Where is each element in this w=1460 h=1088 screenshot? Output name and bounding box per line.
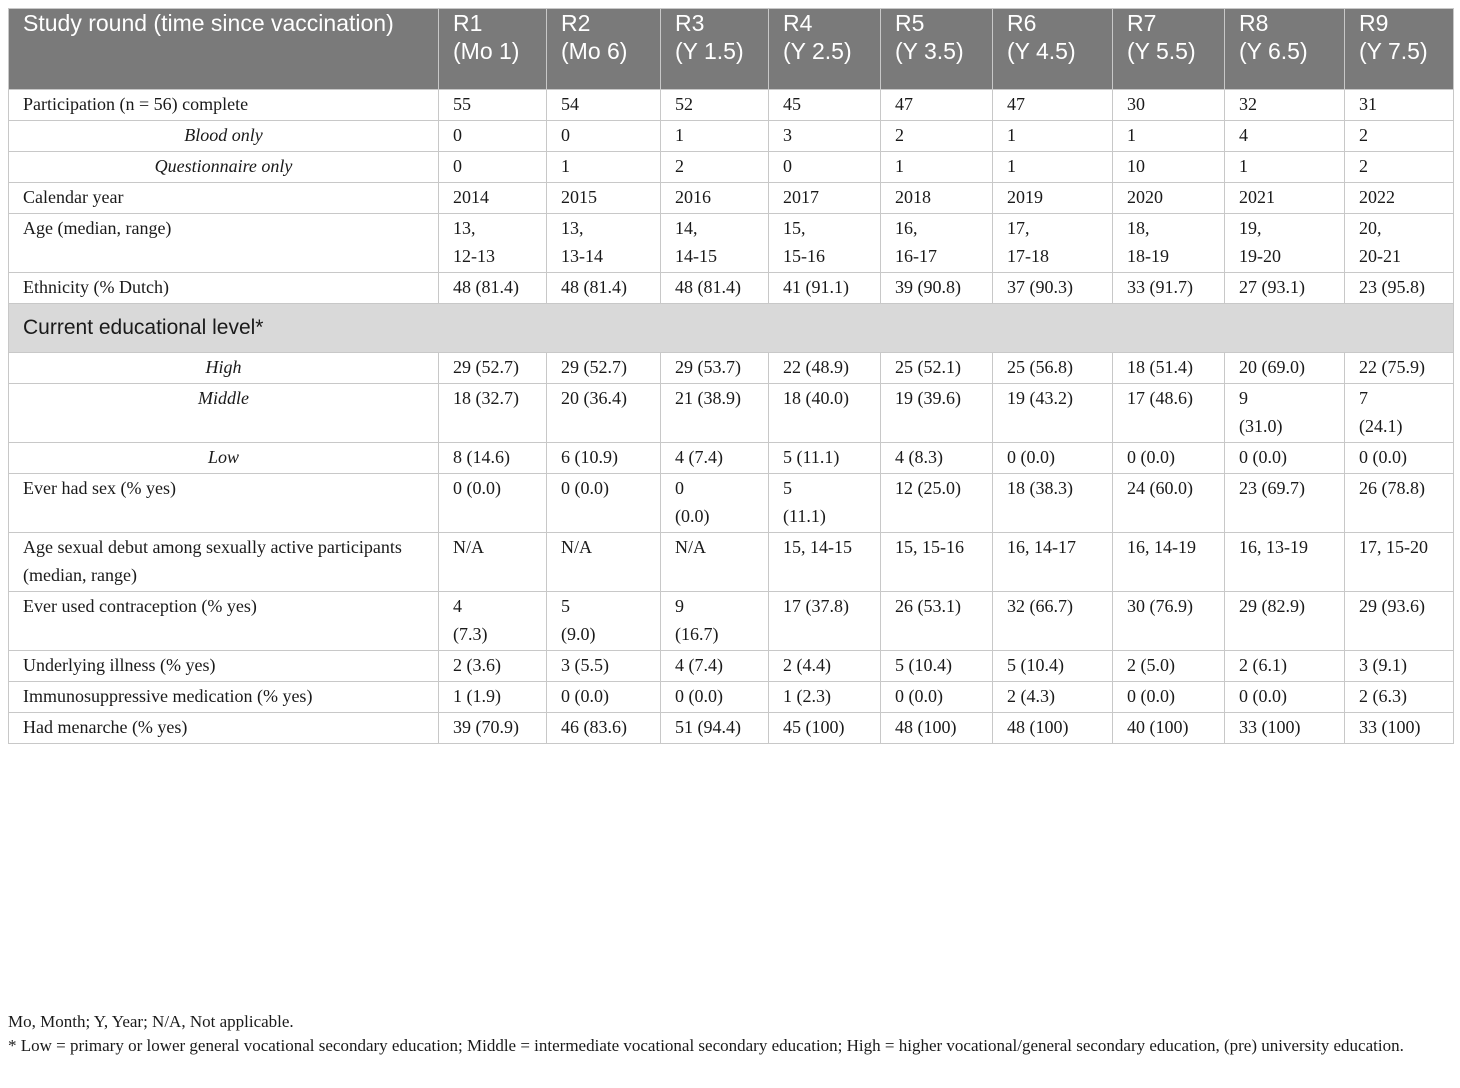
table-cell: 2 (4.3) xyxy=(993,682,1113,713)
education-note: * Low = primary or lower general vocational secondary education; Middle = intermediate vocational secondary education; High = higher vocational/general secondary education, (pre) university education. xyxy=(8,1036,1404,1055)
table-cell: 4 (7.3) xyxy=(439,592,547,651)
table-cell: 54 xyxy=(547,90,661,121)
row-label xyxy=(9,183,439,214)
table-cell: 2 (5.0) xyxy=(1113,651,1225,682)
table-cell: 0 xyxy=(439,121,547,152)
table-body xyxy=(9,90,1454,744)
table-cell: 17 (48.6) xyxy=(1113,384,1225,443)
header-round: R2 (Mo 6) xyxy=(547,9,661,90)
table-cell: 25 (56.8) xyxy=(993,353,1113,384)
table-row xyxy=(9,474,1454,533)
table-row xyxy=(9,90,1454,121)
table-cell: 0 (0.0) xyxy=(439,474,547,533)
table-cell: 41 (91.1) xyxy=(769,273,881,304)
table-cell: 1 xyxy=(547,152,661,183)
table-cell: 15, 15-16 xyxy=(881,533,993,592)
table-cell: 20 (69.0) xyxy=(1225,353,1345,384)
table-cell: 29 (93.6) xyxy=(1345,592,1454,651)
row-label-text: Blood only xyxy=(184,125,263,145)
table-cell: 4 xyxy=(1225,121,1345,152)
row-label-text: Middle xyxy=(198,388,249,408)
table-cell: 16, 14-19 xyxy=(1113,533,1225,592)
row-label xyxy=(9,592,439,651)
header-round: R4 (Y 2.5) xyxy=(769,9,881,90)
table-cell: 10 xyxy=(1113,152,1225,183)
table-cell: 5 (10.4) xyxy=(881,651,993,682)
table-cell: 16, 16-17 xyxy=(881,214,993,273)
table-cell: 2 xyxy=(1345,152,1454,183)
table-cell: 32 xyxy=(1225,90,1345,121)
table-cell: 23 (69.7) xyxy=(1225,474,1345,533)
table-cell: 0 (0.0) xyxy=(1113,682,1225,713)
table-cell: 18 (51.4) xyxy=(1113,353,1225,384)
table-header-row xyxy=(9,9,1454,90)
table-cell: 51 (94.4) xyxy=(661,713,769,744)
table-cell: 0 (0.0) xyxy=(993,443,1113,474)
table-cell: 16, 14-17 xyxy=(993,533,1113,592)
table-cell: 1 xyxy=(1113,121,1225,152)
table-row xyxy=(9,713,1454,744)
table-cell: 29 (52.7) xyxy=(547,353,661,384)
table-cell: 5 (10.4) xyxy=(993,651,1113,682)
row-label xyxy=(9,474,439,533)
table-cell: 0 xyxy=(439,152,547,183)
table-cell: 30 xyxy=(1113,90,1225,121)
table-row xyxy=(9,592,1454,651)
table-cell: N/A xyxy=(439,533,547,592)
table-cell: 30 (76.9) xyxy=(1113,592,1225,651)
table-row xyxy=(9,353,1454,384)
table-cell: 1 xyxy=(661,121,769,152)
row-label-text: Ever used contraception (% yes) xyxy=(23,596,257,616)
table-cell: 16, 13-19 xyxy=(1225,533,1345,592)
table-row xyxy=(9,384,1454,443)
table-cell: 1 xyxy=(1225,152,1345,183)
header-round: R1 (Mo 1) xyxy=(439,9,547,90)
table-cell: 18 (40.0) xyxy=(769,384,881,443)
table-cell: 20, 20-21 xyxy=(1345,214,1454,273)
table-row xyxy=(9,121,1454,152)
table-cell: 19, 19-20 xyxy=(1225,214,1345,273)
table-cell: 2 (6.3) xyxy=(1345,682,1454,713)
row-label-text: Ever had sex (% yes) xyxy=(23,478,176,498)
row-label xyxy=(9,353,439,384)
table-cell: 2019 xyxy=(993,183,1113,214)
section-title: Current educational level* xyxy=(9,304,1454,353)
header-round: R8 (Y 6.5) xyxy=(1225,9,1345,90)
table-cell: 0 (0.0) xyxy=(547,682,661,713)
header-round: R3 (Y 1.5) xyxy=(661,9,769,90)
table-cell: 9 (31.0) xyxy=(1225,384,1345,443)
table-cell: 26 (78.8) xyxy=(1345,474,1454,533)
table-cell: 5 (9.0) xyxy=(547,592,661,651)
table-cell: 37 (90.3) xyxy=(993,273,1113,304)
row-label xyxy=(9,273,439,304)
table-cell: 2 xyxy=(661,152,769,183)
table-cell: 52 xyxy=(661,90,769,121)
row-label xyxy=(9,533,439,592)
table-cell: 17, 15-20 xyxy=(1345,533,1454,592)
table-cell: 33 (100) xyxy=(1225,713,1345,744)
table-cell: 4 (7.4) xyxy=(661,443,769,474)
table-cell: 17, 17-18 xyxy=(993,214,1113,273)
row-label xyxy=(9,214,439,273)
table-cell: 29 (52.7) xyxy=(439,353,547,384)
table-cell: 33 (100) xyxy=(1345,713,1454,744)
table-cell: 19 (43.2) xyxy=(993,384,1113,443)
table-cell: 0 (0.0) xyxy=(661,682,769,713)
table-row xyxy=(9,682,1454,713)
table-cell: 27 (93.1) xyxy=(1225,273,1345,304)
table-cell: 2 (6.1) xyxy=(1225,651,1345,682)
table-cell: 1 (1.9) xyxy=(439,682,547,713)
table-cell: 39 (70.9) xyxy=(439,713,547,744)
table-cell: 17 (37.8) xyxy=(769,592,881,651)
table-cell: 13, 12-13 xyxy=(439,214,547,273)
table-cell: 18, 18-19 xyxy=(1113,214,1225,273)
row-label xyxy=(9,121,439,152)
table-cell: 2 (4.4) xyxy=(769,651,881,682)
table-cell: 48 (81.4) xyxy=(547,273,661,304)
table-cell: 14, 14-15 xyxy=(661,214,769,273)
table-cell: 13, 13-14 xyxy=(547,214,661,273)
table-cell: 48 (100) xyxy=(993,713,1113,744)
row-label-text: Had menarche (% yes) xyxy=(23,717,188,737)
table-cell: 20 (36.4) xyxy=(547,384,661,443)
table-row xyxy=(9,533,1454,592)
table-cell: 0 xyxy=(769,152,881,183)
table-cell: 2 xyxy=(881,121,993,152)
table-cell: 7 (24.1) xyxy=(1345,384,1454,443)
table-cell: 47 xyxy=(881,90,993,121)
table-cell: 22 (48.9) xyxy=(769,353,881,384)
table-cell: 45 (100) xyxy=(769,713,881,744)
row-label-text: Ethnicity (% Dutch) xyxy=(23,277,169,297)
table-cell: 1 xyxy=(881,152,993,183)
table-cell: N/A xyxy=(661,533,769,592)
table-footnotes xyxy=(8,1010,1453,1058)
table-cell: 2017 xyxy=(769,183,881,214)
table-cell: 26 (53.1) xyxy=(881,592,993,651)
header-round: R9 (Y 7.5) xyxy=(1345,9,1454,90)
table-cell: 39 (90.8) xyxy=(881,273,993,304)
table-cell: 4 (7.4) xyxy=(661,651,769,682)
table-cell: 15, 15-16 xyxy=(769,214,881,273)
study-characteristics-table xyxy=(8,8,1454,744)
table-cell: 1 xyxy=(993,121,1113,152)
table-cell: 19 (39.6) xyxy=(881,384,993,443)
table-cell: 55 xyxy=(439,90,547,121)
table-cell: 1 (2.3) xyxy=(769,682,881,713)
table-row xyxy=(9,443,1454,474)
table-cell: 2021 xyxy=(1225,183,1345,214)
row-label xyxy=(9,682,439,713)
table-cell: 0 (0.0) xyxy=(1113,443,1225,474)
table-cell: 0 (0.0) xyxy=(881,682,993,713)
table-cell: 25 (52.1) xyxy=(881,353,993,384)
table-cell: 2 (3.6) xyxy=(439,651,547,682)
header-round: R5 (Y 3.5) xyxy=(881,9,993,90)
table-cell: 18 (38.3) xyxy=(993,474,1113,533)
row-label-text: Age (median, range) xyxy=(23,218,172,238)
table-cell: 31 xyxy=(1345,90,1454,121)
table-cell: 5 (11.1) xyxy=(769,474,881,533)
header-round: R7 (Y 5.5) xyxy=(1113,9,1225,90)
table-cell: 2018 xyxy=(881,183,993,214)
table-cell: 3 xyxy=(769,121,881,152)
table-cell: 32 (66.7) xyxy=(993,592,1113,651)
table-cell: 12 (25.0) xyxy=(881,474,993,533)
table-cell: 5 (11.1) xyxy=(769,443,881,474)
row-label xyxy=(9,443,439,474)
row-label xyxy=(9,651,439,682)
table-cell: 48 (81.4) xyxy=(439,273,547,304)
table-cell: 47 xyxy=(993,90,1113,121)
table-cell: 3 (5.5) xyxy=(547,651,661,682)
table-cell: 29 (53.7) xyxy=(661,353,769,384)
table-cell: N/A xyxy=(547,533,661,592)
table-cell: 0 (0.0) xyxy=(547,474,661,533)
header-round: R6 (Y 4.5) xyxy=(993,9,1113,90)
table-cell: 2015 xyxy=(547,183,661,214)
table-row xyxy=(9,273,1454,304)
row-label xyxy=(9,384,439,443)
table-cell: 0 (0.0) xyxy=(1225,443,1345,474)
row-label-text: Questionnaire only xyxy=(154,156,293,176)
row-label-text: Underlying illness (% yes) xyxy=(23,655,216,675)
section-row xyxy=(9,304,1454,353)
table-cell: 0 xyxy=(547,121,661,152)
table-cell: 15, 14-15 xyxy=(769,533,881,592)
table-cell: 0 (0.0) xyxy=(1225,682,1345,713)
table-cell: 46 (83.6) xyxy=(547,713,661,744)
row-label-text: Calendar year xyxy=(23,187,124,207)
table-row xyxy=(9,183,1454,214)
table-row xyxy=(9,651,1454,682)
abbreviations-note: Mo, Month; Y, Year; N/A, Not applicable. xyxy=(8,1012,294,1031)
table-cell: 2 xyxy=(1345,121,1454,152)
table-cell: 1 xyxy=(993,152,1113,183)
row-label xyxy=(9,90,439,121)
table-cell: 21 (38.9) xyxy=(661,384,769,443)
table-cell: 9 (16.7) xyxy=(661,592,769,651)
table-cell: 0 (0.0) xyxy=(661,474,769,533)
table-row xyxy=(9,152,1454,183)
table-cell: 29 (82.9) xyxy=(1225,592,1345,651)
table-cell: 3 (9.1) xyxy=(1345,651,1454,682)
row-label-text: Age sexual debut among sexually active participants (median, range) xyxy=(23,537,402,585)
table-cell: 2016 xyxy=(661,183,769,214)
table-cell: 18 (32.7) xyxy=(439,384,547,443)
table-cell: 22 (75.9) xyxy=(1345,353,1454,384)
table-cell: 33 (91.7) xyxy=(1113,273,1225,304)
table-cell: 2022 xyxy=(1345,183,1454,214)
table-cell: 23 (95.8) xyxy=(1345,273,1454,304)
header-study-round: Study round (time since vaccination) xyxy=(9,9,439,90)
table-cell: 48 (100) xyxy=(881,713,993,744)
row-label-text: Participation (n = 56) complete xyxy=(23,94,249,114)
row-label xyxy=(9,152,439,183)
row-label xyxy=(9,713,439,744)
table-cell: 4 (8.3) xyxy=(881,443,993,474)
table-cell: 48 (81.4) xyxy=(661,273,769,304)
row-label-text: High xyxy=(205,357,242,377)
table-cell: 45 xyxy=(769,90,881,121)
row-label-text: Low xyxy=(207,447,240,467)
row-label-text: Immunosuppressive medication (% yes) xyxy=(23,686,313,706)
table-cell: 24 (60.0) xyxy=(1113,474,1225,533)
table-cell: 6 (10.9) xyxy=(547,443,661,474)
table-cell: 40 (100) xyxy=(1113,713,1225,744)
table-row xyxy=(9,214,1454,273)
table-cell: 0 (0.0) xyxy=(1345,443,1454,474)
table-cell: 8 (14.6) xyxy=(439,443,547,474)
table-cell: 2014 xyxy=(439,183,547,214)
table-cell: 2020 xyxy=(1113,183,1225,214)
